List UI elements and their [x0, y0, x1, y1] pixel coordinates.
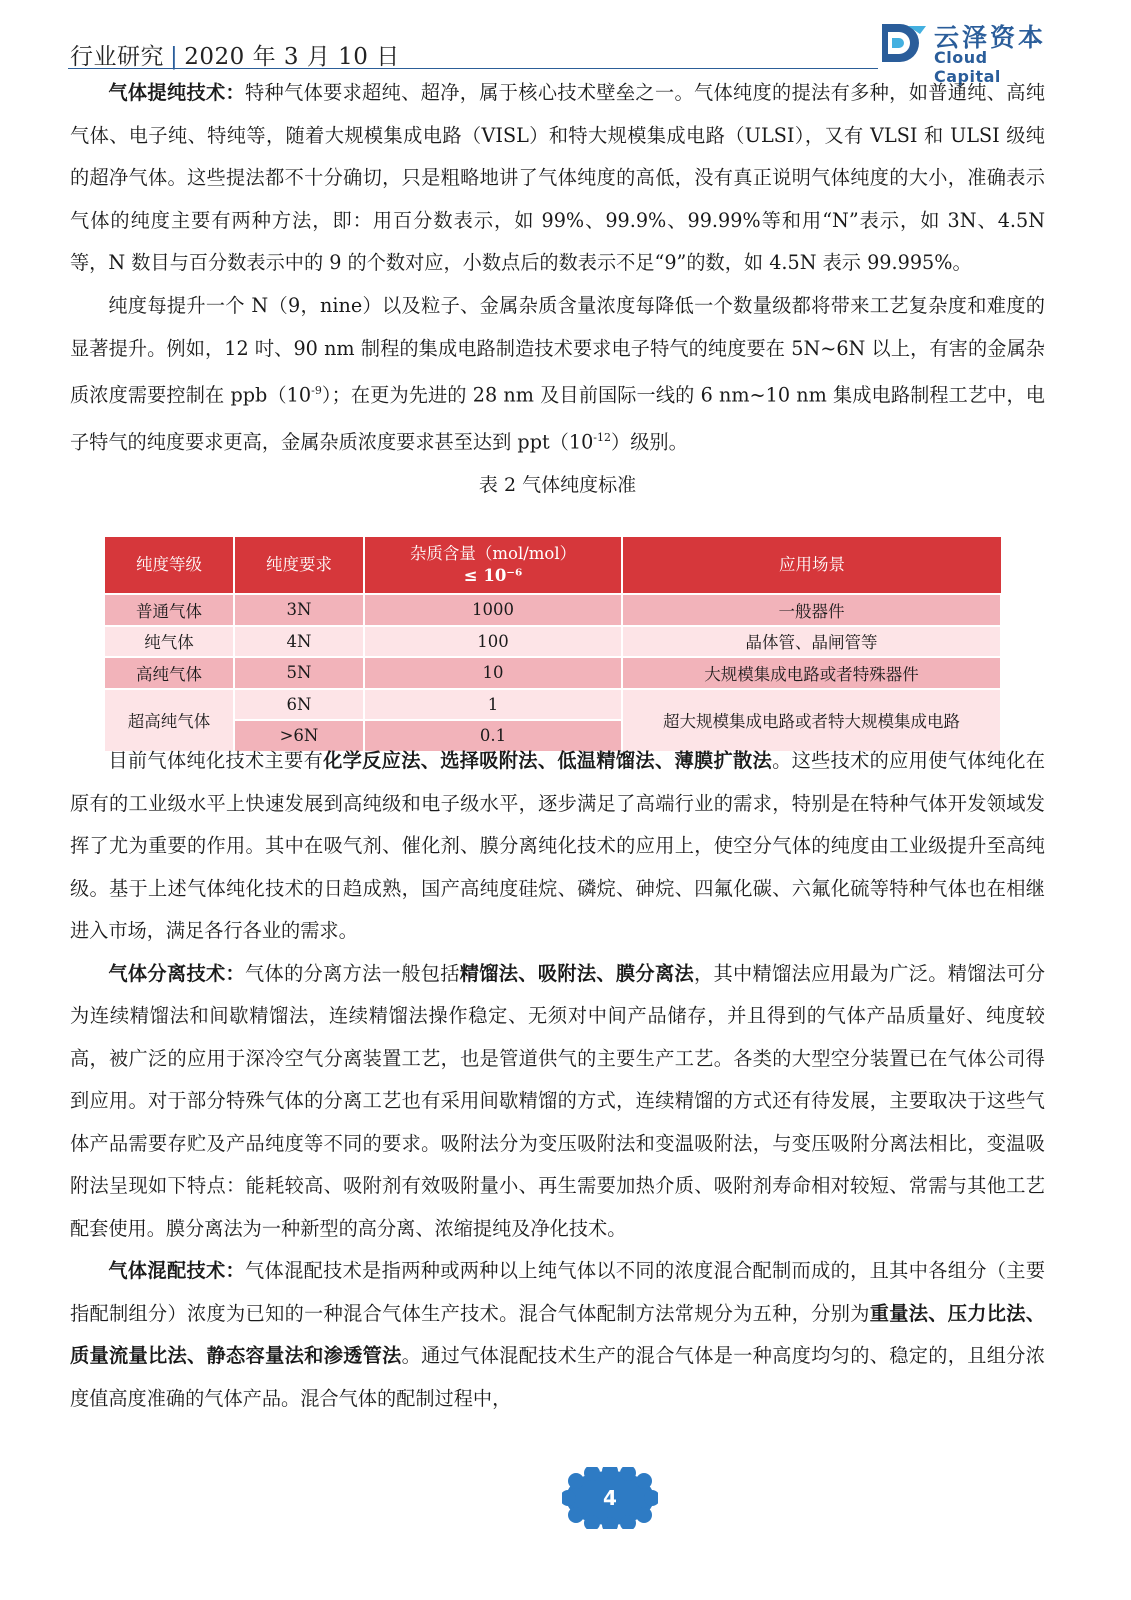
purity-impact-text-a: 纯度每提升一个 N（9，nine）以及粒子、金属杂质含量浓度每降低一个数量级都将带来工艺复杂度和难度的显著提升。例如，12 吋、90 nm 制程的集成电路制造技术要求电子特气的纯度要在 5N~6N 以上，有害的金属杂质浓度需要控制在 ppb（10: [70, 293, 1045, 407]
purification-methods-text-b: 。这些技术的应用使气体纯化在原有的工业级水平上快速发展到高纯级和电子级水平，逐步满足了高端行业的需求，特别是在特种气体开发领域发挥了尤为重要的作用。其中在吸气剂、催化剂、膜分离纯化技术的应用上，使空分气体的纯度由工业级提升至高纯级。基于上述气体纯化技术的日趋成熟，国产高纯度硅烷、磷烷、砷烷、四氟化碳、六氟化硫等特种气体也在相继进入市场，满足各行各业的需求。: [70, 749, 1046, 942]
cell-grade: 纯气体: [105, 626, 234, 658]
purity-standards-table: [105, 537, 1002, 751]
separation-bold: 精馏法、吸附法、膜分离法: [459, 961, 694, 985]
page-number-badge: [562, 1467, 658, 1529]
table-header-row: [105, 537, 1001, 594]
table-row: [105, 594, 1001, 626]
paragraph-purity-impact: [70, 285, 1045, 464]
separation-text-b: ，其中精馏法应用最为广泛。精馏法可分为连续精馏法和间歇精馏法，连续精馏法操作稳定、无须对中间产品储存，并且得到的气体产品质量好、纯度较高，被广泛的应用于深冷空气分离装置工艺，也是管道供气的主要生产工艺。各类的大型空分装置已在气体公司得到应用。对于部分特殊气体的分离工艺也有采用间歇精馏的方式，连续精馏的方式还有待发展，主要取决于这些气体产品需要存贮及产品纯度等不同的要求。吸附法分为变压吸附法和变温吸附法，与变压吸附分离法相比，变温吸附法呈现如下特点：能耗较高、吸附剂有效吸附量小、再生需要加热介质、吸附剂寿命相对较短、常需与其他工艺配套使用。膜分离法为一种新型的高分离、浓缩提纯及净化技术。: [70, 961, 1046, 1240]
document-body: [70, 72, 1045, 500]
superscript-ppb: -9: [311, 384, 322, 398]
header-purity: 纯度要求: [234, 537, 364, 594]
cell-purity: 6N: [234, 689, 364, 721]
paragraph-purification-methods: [70, 740, 1045, 953]
purification-methods-text-a: 目前气体纯化技术主要有: [108, 749, 324, 772]
table-caption: 表 2 气体纯度标准: [478, 474, 637, 497]
cell-grade: 高纯气体: [105, 657, 234, 689]
paragraph-purification: [70, 72, 1045, 285]
cloud-capital-logo-icon: [880, 20, 928, 66]
separation-heading: 气体分离技术：: [108, 961, 246, 985]
cell-usage: 超大规模集成电路或者特大规模集成电路: [622, 689, 1001, 751]
header-section: 行业研究: [70, 44, 164, 70]
document-body-continued: [70, 740, 1045, 1420]
purification-text: 特种气体要求超纯、超净，属于核心技术壁垒之一。气体纯度的提法有多种，如普通纯、高纯气体、电子纯、特纯等，随着大规模集成电路（VISL）和特大规模集成电路（ULSI），又有 VLSI 和 ULSI 级纯的超净气体。这些提法都不十分确切，只是粗略地讲了气体纯度的高低，没有真正说明气体纯度的大小，准确表示气体的纯度主要有两种方法，即：用百分数表示，如 99%、99.9%、99.99%等和用“N”表示，如 3N、4.5N 等，N 数目与百分数表示中的 9 的个数对应，小数点后的数表示不足“9”的数，如 4.5N 表示 99.995%。: [70, 81, 1046, 275]
mixing-text-b: 。通过气体混配技术生产的混合气体是一种高度均匀的、稳定的，且组分浓度值高度准确的气体产品。混合气体的配制过程中，: [70, 1344, 1045, 1410]
header-impurity-line2: ≤ 10⁻⁶: [463, 566, 523, 585]
mixing-bold: 重量法、压力比法、质量流量比法、静态容量法和渗透管法: [70, 1301, 1046, 1367]
cell-impurity: 0.1: [364, 720, 622, 751]
header-separator: |: [170, 44, 179, 70]
cell-purity: 4N: [234, 626, 364, 658]
mixing-text-a: 气体混配技术是指两种或两种以上纯气体以不同的浓度混合配制而成的，且其中各组分（主要指配制组分）浓度为已知的一种混合气体生产技术。混合气体配制方法常规分为五种，分别为: [70, 1259, 1046, 1325]
logo-english-name: Cloud Capital: [934, 48, 1001, 86]
cell-impurity: 10: [364, 657, 622, 689]
company-logo: [880, 18, 1060, 86]
cell-impurity: 1: [364, 689, 622, 721]
header-date: 2020 年 3 月 10 日: [184, 44, 400, 70]
cell-usage: 晶体管、晶闸管等: [622, 626, 1001, 658]
header-section-date: [70, 38, 400, 71]
cell-impurity: 1000: [364, 594, 622, 626]
header-impurity: [364, 537, 622, 594]
header-grade: 纯度等级: [105, 537, 234, 594]
table-row: [105, 657, 1001, 689]
paragraph-separation: [70, 953, 1045, 1251]
mixing-heading: 气体混配技术：: [108, 1259, 246, 1282]
paragraph-mixing: [70, 1250, 1045, 1420]
cell-usage: 大规模集成电路或者特殊器件: [622, 657, 1001, 689]
separation-text-a: 气体的分离方法一般包括: [245, 961, 460, 985]
page-number: 4: [603, 1486, 617, 1510]
purity-impact-text-c: ）级别。: [611, 430, 688, 454]
table-row: [105, 626, 1001, 658]
cell-grade: 普通气体: [105, 594, 234, 626]
table-row: [105, 689, 1001, 721]
cell-purity: >6N: [234, 720, 364, 751]
cell-purity: 3N: [234, 594, 364, 626]
header-usage: 应用场景: [622, 537, 1001, 594]
purity-impact-text-b: ）；在更为先进的 28 nm 及目前国际一线的 6 nm~10 nm 集成电路制程工艺中，电子特气的纯度要求更高，金属杂质浓度要求甚至达到 ppt（10: [70, 383, 1045, 454]
logo-chinese-name: 云泽资本: [934, 23, 1047, 52]
header-divider: [68, 68, 878, 69]
purification-methods-bold: 化学反应法、选择吸附法、低温精馏法、薄膜扩散法: [323, 749, 773, 772]
header-impurity-line1: 杂质含量（mol/mol）: [409, 544, 577, 563]
cell-usage: 一般器件: [622, 594, 1001, 626]
superscript-ppt: -12: [593, 431, 612, 445]
cell-purity: 5N: [234, 657, 364, 689]
cell-impurity: 100: [364, 626, 622, 658]
purification-heading: 气体提纯技术：: [108, 81, 246, 104]
cell-grade: 超高纯气体: [105, 689, 234, 751]
